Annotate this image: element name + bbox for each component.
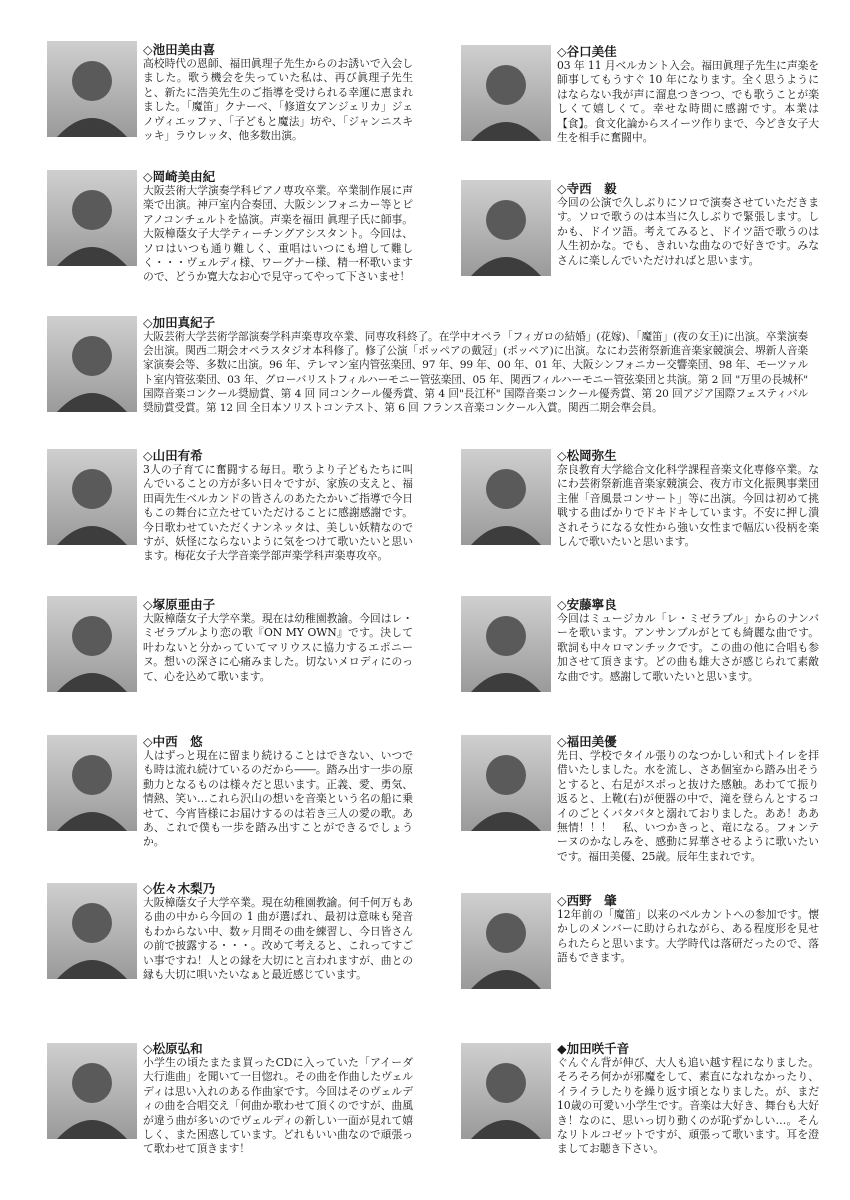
profile-name: ◇谷口美佳 bbox=[557, 44, 617, 59]
person-silhouette-icon bbox=[47, 170, 137, 266]
profile-name: ◇加田真紀子 bbox=[143, 315, 216, 330]
profile-bio: 今回の公演で久しぶりにソロで演奏させていただきます。ソロで歌うのは本当に久しぶりで緊張します。しかも、ドイツ語。考えてみると、ドイツ語で歌うのは人生初かな。でも、きれいな曲なので好きです。みなさんに楽しんでいただければと思います。 bbox=[557, 196, 819, 267]
portrait-photo bbox=[461, 893, 551, 989]
profile-name: ◇安藤寧良 bbox=[557, 597, 617, 612]
profile-bio: 大阪樟蔭女子大学卒業。現在幼稚園教諭。何千何万もある曲の中から今回の 1 曲が選ばれ、最初は意味も発音もわからない中、数ヶ月間その曲を練習し、今日皆さんの前で披露する・・・。改めて考えると、これってすごい事ですね！人との縁を大切にと言われますが、曲との縁も大切に唄いたいなぁと最近感じています。 bbox=[143, 896, 413, 982]
profile-name: ◇西野 肇 bbox=[557, 893, 617, 908]
profile-name: ◆加田咲千音 bbox=[557, 1041, 630, 1056]
profile-bio: 大阪樟蔭女子大学卒業。現在は幼稚園教諭。今回はレ・ミゼラブルより恋の歌『ON MY OWN』です。決して叶わないと分かっていてマリウスに協力するエポニーヌ。想いの深さに心痛みました。切ないメロディにのって、心を込めて歌います。 bbox=[143, 612, 413, 683]
person-silhouette-icon bbox=[461, 180, 551, 276]
portrait-photo bbox=[461, 735, 551, 831]
portrait-photo bbox=[47, 735, 137, 831]
profile-name: ◇松岡弥生 bbox=[557, 448, 617, 463]
profile-bio: 12年前の「魔笛」以来のベルカントへの参加です。懐かしのメンバーに助けられながら、ある程度形を見せられたらと思います。大学時代は落研だったので、落語もできます。 bbox=[557, 908, 819, 965]
profile-bio: 3人の子育てに奮闘する毎日。歌うより子どもたちに叫んでいることの方が多い日々ですが、家族の支えと、福田両先生ベルカンドの皆さんのあたたかいご指導で今日もこの舞台に立たせていただけることに感謝感謝です。今日歌わせていただくナンネッタは、美しい妖精なのですが、妖怪にならないように気をつけて歌いたいと思います。梅花女子大学音楽学部声楽学科声楽専攻卒。 bbox=[143, 463, 413, 563]
person-silhouette-icon bbox=[47, 41, 137, 137]
profile-bio: 人はずっと現在に留まり続けることはできない、いつでも時は流れ続けているのだから――。踏み出す一歩の原動力となるものは様々だと思います。正義、愛、勇気、情熱、笑い…これら沢山の想いを音楽という名の船に乗せて、今宵皆様にお届けするのは若き三人の愛の歌。ああ、これで僕も一歩を踏み出すことができるでしょうか。 bbox=[143, 749, 413, 849]
portrait-photo bbox=[47, 170, 137, 266]
profile-name: ◇池田美由喜 bbox=[143, 42, 216, 57]
profile-name: ◇佐々木梨乃 bbox=[143, 881, 216, 896]
profile-name: ◇松原弘和 bbox=[143, 1041, 203, 1056]
portrait-photo bbox=[47, 1043, 137, 1139]
portrait-photo bbox=[461, 596, 551, 692]
profile-bio: 今回はミュージカル「レ・ミゼラブル」からのナンバーを歌います。アンサンブルがとても綺麗な曲です。歌詞も中々ロマンチックです。この曲の他に合唱も参加させて頂きます。どの曲も雄大さが感じられて素敵な曲です。感謝して歌いたいと思います。 bbox=[557, 612, 819, 683]
person-silhouette-icon bbox=[47, 1043, 137, 1139]
person-silhouette-icon bbox=[461, 449, 551, 545]
profile-bio: 大阪芸術大学芸術学部演奏学科声楽専攻卒業、同専攻科終了。在学中オペラ「フィガロの結婚」(花嫁)、「魔笛」(夜の女王)に出演。卒業演奏会出演。関西二期会オペラスタジオ本科修了。修了公演「ポッペアの戴冠」(ポッペア)に出演。なにわ芸術祭新進音楽家競演会、堺新人音楽家演奏会等、多数に出演。96 年、テレマン室内管弦楽団、97 年、99 年、00 年、01 年、大阪シンフォニカー交響楽団、98 年、モーツァルト室内管弦楽団、03 年、グローバリストフィルハーモニー管弦楽団、05 年、関西フィルハーモニー管弦楽団と共演。第 2 回 "万里の長城杯" 国際音楽コンクール奨励賞、第 4 回 同コンクール優秀賞、第 4 回"長江杯" 国際音楽コンクール優秀賞、第 20 回アジア国際フェスティバル奨励賞受賞。第 12 回 全日本ソリストコンテスト、第 6 回 フランス音楽コンクール入賞。関西二期会準会員。 bbox=[143, 331, 808, 415]
profile-bio: 大阪芸術大学演奏学科ピアノ専攻卒業。卒業制作展に声楽で出演。神戸室内合奏団、大阪シンフォニカー等とピアノコンチェルトを協演。声楽を福田 眞理子氏に師事。大阪樟蔭女子大学ティーチングアシスタント。今回は、ソロはいつも通り難しく、重唱はいつにも増して難しく・・・ヴェルディ様、ワーグナー様、精一杯歌いますので、どうか寛大なお心で見守ってやって下さいませ！ bbox=[143, 184, 413, 284]
profile-bio: 小学生の頃たまたま買ったCDに入っていた「アイーダ大行進曲」を聞いて一目惚れ。その曲を作曲したヴェルディは思い入れのある作曲家です。今回はそのヴェルディの曲を合唱交え「何曲か歌わせて頂くのですが、曲風が違う曲が多いのでヴェルディの新しい一面が見れて嬉しく、また困惑しています。どれもいい曲なので頑張って歌わせて頂きます！ bbox=[143, 1056, 413, 1156]
profile-bio: 高校時代の恩師、福田眞理子先生からのお誘いで入会しました。歌う機会を失っていた私は、再び眞理子先生と、新たに浩美先生のご指導を受けられる幸運に恵まれました。「魔笛」クナーベ、「修道女アンジェリカ」ジェノヴィエッファ、「子どもと魔法」坊や、「ジャンニスキッキ」ラウレッタ、他多数出演。 bbox=[143, 57, 413, 143]
profile-bio: ぐんぐん背が伸び、大人も追い越す程になりました。そろそろ何かが邪魔をして、素直になれなかったり、イライラしたりを繰り返す頃となりました。が、まだ 10歳の可愛い小学生です。音楽は大好き、舞台も大好き！なのに、思いっ切り動くのが恥ずかしい…。そんなリトルコゼットですが、頑張って歌います。耳を澄ましてお聴き下さい。 bbox=[557, 1056, 819, 1156]
portrait-photo bbox=[461, 449, 551, 545]
person-silhouette-icon bbox=[461, 596, 551, 692]
person-silhouette-icon bbox=[461, 1043, 551, 1139]
portrait-photo bbox=[47, 883, 137, 979]
profile-name: ◇塚原亜由子 bbox=[143, 597, 216, 612]
person-silhouette-icon bbox=[461, 735, 551, 831]
person-silhouette-icon bbox=[461, 893, 551, 989]
profile-bio: 先日、学校でタイル張りのなつかしい和式トイレを拝借いたしました。水を流し、さあ個室から踏み出そうとすると、右足がスポっと抜けた感触。あわてて振り返ると、上靴(右)が便器の中で、滝を登らんとするコイのごとくバタバタと溺れておりました。ああ！ああ無情！！！ 私、いつかきっと、竜になる。フォンテーヌのかなしみを、感動に昇華させるように歌いたいです。福田美優、25歳。辰年生まれです。 bbox=[557, 749, 819, 863]
person-silhouette-icon bbox=[47, 883, 137, 979]
person-silhouette-icon bbox=[47, 449, 137, 545]
portrait-photo bbox=[461, 180, 551, 276]
profile-name: ◇寺西 毅 bbox=[557, 181, 617, 196]
person-silhouette-icon bbox=[47, 316, 137, 412]
profile-bio: 03 年 11 月ベルカント入会。福田眞理子先生に声楽を師事してもうすぐ 10 年になります。全く思うようにはならない我が声に溜息つきつつ、でも歌うことが楽しくて嬉しくて。幸せな時間に感謝です。本業は【食】。食文化論からスイーツ作りまで、今どき女子大生を相手に奮闘中。 bbox=[557, 59, 819, 145]
portrait-photo bbox=[461, 45, 551, 141]
profile-name: ◇中西 悠 bbox=[143, 734, 203, 749]
portrait-photo bbox=[47, 41, 137, 137]
person-silhouette-icon bbox=[47, 735, 137, 831]
profile-name: ◇山田有希 bbox=[143, 448, 203, 463]
person-silhouette-icon bbox=[461, 45, 551, 141]
portrait-photo bbox=[47, 316, 137, 412]
profile-bio: 奈良教育大学総合文化科学課程音楽文化専修卒業。なにわ芸術祭新進音楽家競演会、夜方市文化振興事業団主催「音風景コンサート」等に出演。今回は初めて挑戦する曲ばかりでドキドキしています。不安に押し潰されそうになる女性から強い女性まで幅広い役柄を楽しんで歌いたいと思います。 bbox=[557, 463, 819, 549]
portrait-photo bbox=[461, 1043, 551, 1139]
portrait-photo bbox=[47, 596, 137, 692]
profile-name: ◇岡崎美由紀 bbox=[143, 169, 216, 184]
portrait-photo bbox=[47, 449, 137, 545]
person-silhouette-icon bbox=[47, 596, 137, 692]
profile-name: ◇福田美優 bbox=[557, 734, 617, 749]
